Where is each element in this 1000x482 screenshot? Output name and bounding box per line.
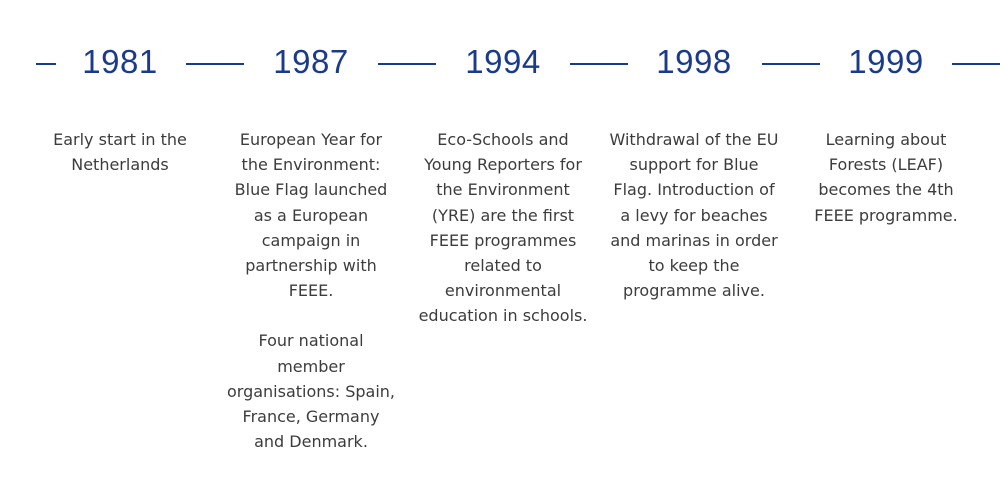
timeline-description	[608, 127, 780, 303]
timeline-description	[34, 127, 206, 177]
description-paragraph: Eco-Schools and Young Reporters for the Environment (YRE) are the first FEEE programmes related to environmental education in schools.	[418, 130, 588, 326]
timeline-year: 1998	[656, 43, 732, 80]
timeline-year: 1987	[273, 43, 349, 80]
timeline-connector	[762, 63, 820, 65]
timeline-description	[417, 127, 589, 329]
timeline-connector	[186, 63, 244, 65]
timeline-connector	[952, 63, 1000, 65]
description-paragraph: Early start in the Netherlands	[53, 130, 187, 175]
description-paragraph: Learning about Forests (LEAF) becomes the 4th FEEE programme.	[814, 130, 958, 225]
timeline-year: 1999	[848, 43, 924, 80]
description-paragraph: European Year for the Environment: Blue Flag launched as a European campaign in partnership with FEEE.	[234, 130, 388, 301]
description-paragraph: Four national member organisations: Spain, France, Germany and Denmark.	[226, 331, 396, 452]
timeline-connector	[378, 63, 436, 65]
description-paragraph: Withdrawal of the EU support for Blue Flag. Introduction of a levy for beaches and marinas in order to keep the programme alive.	[609, 130, 779, 301]
timeline-description	[800, 127, 972, 228]
timeline-year: 1981	[82, 43, 158, 80]
timeline-description	[225, 127, 397, 454]
timeline-year: 1994	[465, 43, 541, 80]
timeline-connector	[570, 63, 628, 65]
